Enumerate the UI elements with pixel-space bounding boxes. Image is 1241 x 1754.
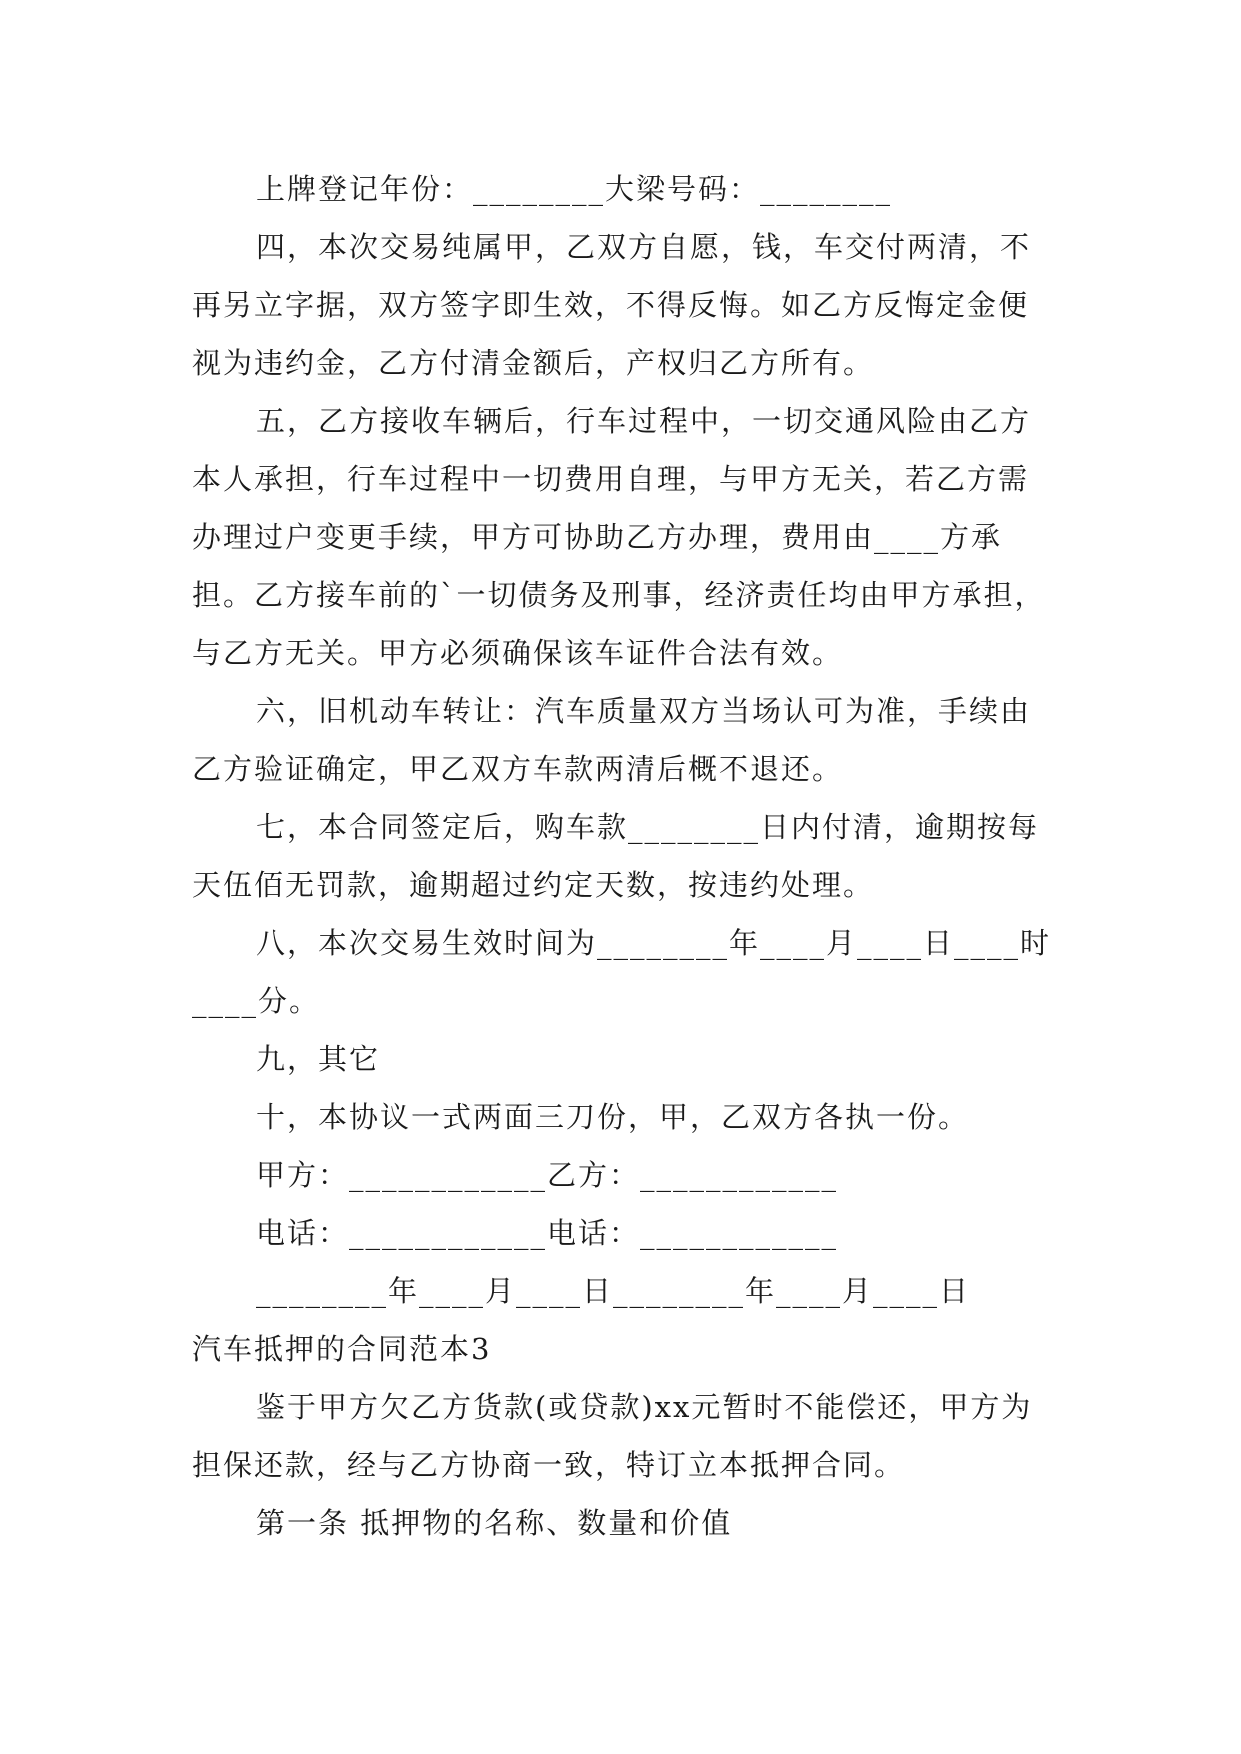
date-line: ________年____月____日________年____月____日 — [256, 1274, 971, 1308]
article-one-heading: 第一条 抵押物的名称、数量和价值 — [256, 1506, 733, 1540]
phone-line: 电话：____________电话：____________ — [256, 1216, 839, 1250]
section-title: 汽车抵押的合同范本3 — [192, 1332, 492, 1366]
clause-nine: 九，其它 — [256, 1042, 381, 1076]
registration-year-line: 上牌登记年份：________大梁号码：________ — [256, 172, 893, 206]
clause-eight: 八，本次交易生效时间为________年____月____日____时____分。 — [192, 926, 1052, 1018]
party-signature-line: 甲方：____________乙方：____________ — [256, 1158, 839, 1192]
mortgage-preamble: 鉴于甲方欠乙方货款(或贷款)xx元暂时不能偿还，甲方为担保还款，经与乙方协商一致，特订立本抵押合同。 — [192, 1390, 1033, 1482]
document-page — [192, 160, 1052, 1552]
clause-six: 六，旧机动车转让：汽车质量双方当场认可为准，手续由乙方验证确定，甲乙双方车款两清后概不退还。 — [192, 694, 1032, 786]
clause-ten: 十，本协议一式两面三刀份，甲，乙双方各执一份。 — [256, 1100, 970, 1134]
clause-five: 五，乙方接收车辆后，行车过程中，一切交通风险由乙方本人承担，行车过程中一切费用自理，与甲方无关，若乙方需办理过户变更手续，甲方可协助乙方办理，费用由____方承担。乙方接车前的`一切债务及刑事，经济责任均由甲方承担，与乙方无关。甲方必须确保该车证件合法有效。 — [192, 404, 1046, 670]
clause-four: 四，本次交易纯属甲，乙双方自愿，钱，车交付两清，不再另立字据，双方签字即生效，不得反悔。如乙方反悔定金便视为违约金，乙方付清金额后，产权归乙方所有。 — [192, 230, 1032, 380]
clause-seven: 七，本合同签定后，购车款________日内付清，逾期按每天伍佰无罚款，逾期超过约定天数，按违约处理。 — [192, 810, 1040, 902]
